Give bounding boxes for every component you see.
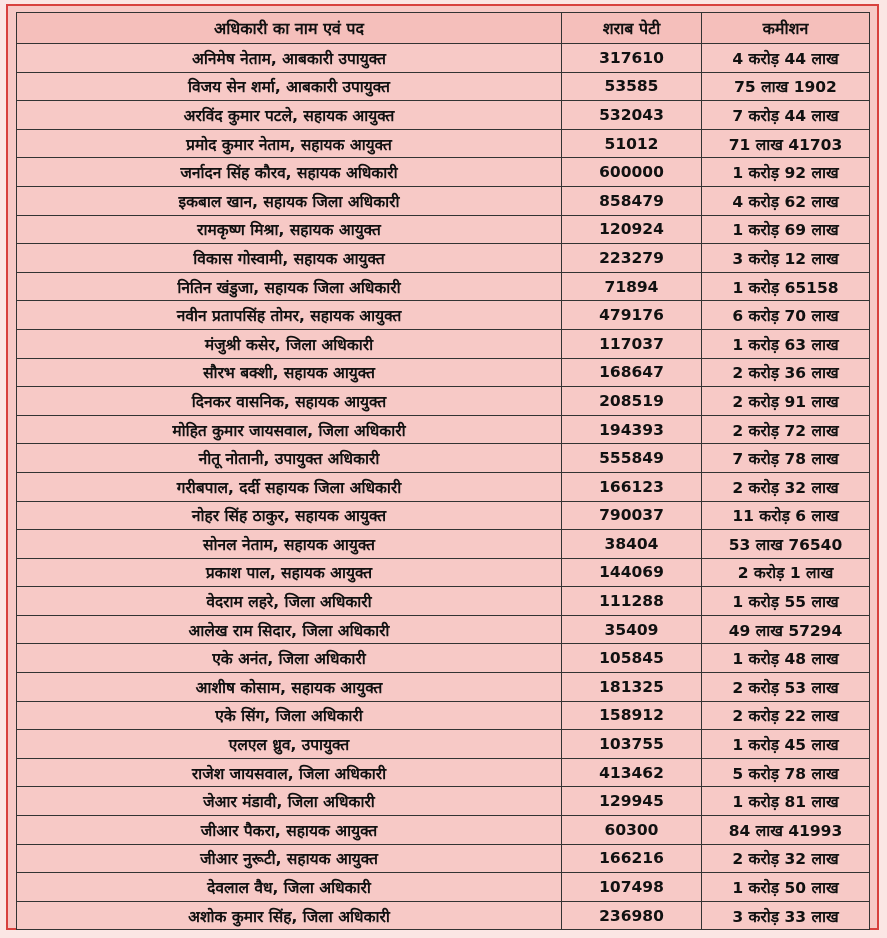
header-row	[17, 13, 870, 44]
liquor-boxes-cell: 117037	[562, 329, 702, 358]
commission-cell: 2 करोड़ 22 लाख	[702, 701, 870, 730]
officer-name-cell: प्रमोद कुमार नेताम, सहायक आयुक्त	[17, 129, 562, 158]
table-row	[17, 301, 870, 330]
table-row	[17, 72, 870, 101]
table-row	[17, 816, 870, 845]
officer-name-cell: एके सिंग, जिला अधिकारी	[17, 701, 562, 730]
officer-name-cell: नीतू नोतानी, उपायुक्त अधिकारी	[17, 444, 562, 473]
commission-cell: 75 लाख 1902	[702, 72, 870, 101]
liquor-boxes-cell: 144069	[562, 558, 702, 587]
liquor-boxes-cell: 38404	[562, 530, 702, 559]
table-row	[17, 787, 870, 816]
table-row	[17, 215, 870, 244]
commission-cell: 1 करोड़ 55 लाख	[702, 587, 870, 616]
liquor-boxes-cell: 129945	[562, 787, 702, 816]
table-row	[17, 129, 870, 158]
officer-name-cell: जेआर मंडावी, जिला अधिकारी	[17, 787, 562, 816]
officer-name-cell: वेदराम लहरे, जिला अधिकारी	[17, 587, 562, 616]
header-commission: कमीशन	[702, 13, 870, 44]
commission-cell: 2 करोड़ 32 लाख	[702, 472, 870, 501]
commission-cell: 1 करोड़ 48 लाख	[702, 644, 870, 673]
officer-name-cell: नोहर सिंह ठाकुर, सहायक आयुक्त	[17, 501, 562, 530]
liquor-boxes-cell: 158912	[562, 701, 702, 730]
commission-cell: 7 करोड़ 78 लाख	[702, 444, 870, 473]
officer-name-cell: आशीष कोसाम, सहायक आयुक्त	[17, 673, 562, 702]
liquor-boxes-cell: 71894	[562, 272, 702, 301]
table-row	[17, 701, 870, 730]
table-row	[17, 644, 870, 673]
table-row	[17, 558, 870, 587]
commission-cell: 7 करोड़ 44 लाख	[702, 101, 870, 130]
table-row	[17, 186, 870, 215]
liquor-boxes-cell: 317610	[562, 44, 702, 73]
officer-name-cell: मोहित कुमार जायसवाल, जिला अधिकारी	[17, 415, 562, 444]
table-row	[17, 244, 870, 273]
table-row	[17, 358, 870, 387]
table-row	[17, 387, 870, 416]
officer-name-cell: एके अनंत, जिला अधिकारी	[17, 644, 562, 673]
commission-cell: 6 करोड़ 70 लाख	[702, 301, 870, 330]
liquor-boxes-cell: 532043	[562, 101, 702, 130]
officer-commission-table	[16, 12, 870, 930]
table-header	[17, 13, 870, 44]
officer-name-cell: प्रकाश पाल, सहायक आयुक्त	[17, 558, 562, 587]
officer-name-cell: अनिमेष नेताम, आबकारी उपायुक्त	[17, 44, 562, 73]
commission-cell: 4 करोड़ 62 लाख	[702, 186, 870, 215]
table-body	[17, 44, 870, 930]
table-row	[17, 758, 870, 787]
commission-cell: 84 लाख 41993	[702, 816, 870, 845]
commission-cell: 1 करोड़ 92 लाख	[702, 158, 870, 187]
commission-cell: 3 करोड़ 33 लाख	[702, 901, 870, 930]
table-row	[17, 444, 870, 473]
liquor-boxes-cell: 111288	[562, 587, 702, 616]
officer-name-cell: एलएल ध्रुव, उपायुक्त	[17, 730, 562, 759]
commission-cell: 49 लाख 57294	[702, 615, 870, 644]
table-frame	[6, 4, 879, 930]
officer-name-cell: गरीबपाल, दर्दी सहायक जिला अधिकारी	[17, 472, 562, 501]
commission-cell: 1 करोड़ 65158	[702, 272, 870, 301]
commission-cell: 2 करोड़ 32 लाख	[702, 844, 870, 873]
table-row	[17, 673, 870, 702]
officer-name-cell: दिनकर वासनिक, सहायक आयुक्त	[17, 387, 562, 416]
commission-cell: 1 करोड़ 50 लाख	[702, 873, 870, 902]
liquor-boxes-cell: 181325	[562, 673, 702, 702]
table-row	[17, 501, 870, 530]
table-row	[17, 530, 870, 559]
liquor-boxes-cell: 208519	[562, 387, 702, 416]
commission-cell: 53 लाख 76540	[702, 530, 870, 559]
header-officer-name: अधिकारी का नाम एवं पद	[17, 13, 562, 44]
commission-cell: 4 करोड़ 44 लाख	[702, 44, 870, 73]
liquor-boxes-cell: 790037	[562, 501, 702, 530]
table-row	[17, 44, 870, 73]
liquor-boxes-cell: 35409	[562, 615, 702, 644]
commission-cell: 2 करोड़ 53 लाख	[702, 673, 870, 702]
liquor-boxes-cell: 105845	[562, 644, 702, 673]
officer-name-cell: जीआर नुरूटी, सहायक आयुक्त	[17, 844, 562, 873]
commission-cell: 2 करोड़ 1 लाख	[702, 558, 870, 587]
officer-name-cell: देवलाल वैध, जिला अधिकारी	[17, 873, 562, 902]
officer-name-cell: आलेख राम सिदार, जिला अधिकारी	[17, 615, 562, 644]
table-row	[17, 615, 870, 644]
liquor-boxes-cell: 223279	[562, 244, 702, 273]
liquor-boxes-cell: 120924	[562, 215, 702, 244]
liquor-boxes-cell: 168647	[562, 358, 702, 387]
table-row	[17, 844, 870, 873]
commission-cell: 1 करोड़ 45 लाख	[702, 730, 870, 759]
liquor-boxes-cell: 194393	[562, 415, 702, 444]
commission-cell: 5 करोड़ 78 लाख	[702, 758, 870, 787]
officer-name-cell: सोनल नेताम, सहायक आयुक्त	[17, 530, 562, 559]
table-row	[17, 873, 870, 902]
commission-cell: 1 करोड़ 81 लाख	[702, 787, 870, 816]
table-row	[17, 272, 870, 301]
table-row	[17, 472, 870, 501]
liquor-boxes-cell: 60300	[562, 816, 702, 845]
table-row	[17, 587, 870, 616]
table-row	[17, 329, 870, 358]
officer-name-cell: सौरभ बक्शी, सहायक आयुक्त	[17, 358, 562, 387]
liquor-boxes-cell: 600000	[562, 158, 702, 187]
officer-name-cell: नितिन खंडुजा, सहायक जिला अधिकारी	[17, 272, 562, 301]
liquor-boxes-cell: 166123	[562, 472, 702, 501]
liquor-boxes-cell: 51012	[562, 129, 702, 158]
liquor-boxes-cell: 413462	[562, 758, 702, 787]
officer-name-cell: नवीन प्रतापसिंह तोमर, सहायक आयुक्त	[17, 301, 562, 330]
header-liquor-boxes: शराब पेटी	[562, 13, 702, 44]
officer-name-cell: अरविंद कुमार पटले, सहायक आयुक्त	[17, 101, 562, 130]
commission-cell: 2 करोड़ 72 लाख	[702, 415, 870, 444]
officer-name-cell: रामकृष्ण मिश्रा, सहायक आयुक्त	[17, 215, 562, 244]
liquor-boxes-cell: 103755	[562, 730, 702, 759]
officer-name-cell: मंजुश्री कसेर, जिला अधिकारी	[17, 329, 562, 358]
officer-name-cell: राजेश जायसवाल, जिला अधिकारी	[17, 758, 562, 787]
commission-cell: 71 लाख 41703	[702, 129, 870, 158]
commission-cell: 1 करोड़ 69 लाख	[702, 215, 870, 244]
commission-cell: 11 करोड़ 6 लाख	[702, 501, 870, 530]
liquor-boxes-cell: 53585	[562, 72, 702, 101]
liquor-boxes-cell: 555849	[562, 444, 702, 473]
table-row	[17, 101, 870, 130]
officer-name-cell: अशोक कुमार सिंह, जिला अधिकारी	[17, 901, 562, 930]
table-row	[17, 415, 870, 444]
commission-cell: 3 करोड़ 12 लाख	[702, 244, 870, 273]
liquor-boxes-cell: 479176	[562, 301, 702, 330]
table-row	[17, 158, 870, 187]
liquor-boxes-cell: 236980	[562, 901, 702, 930]
table-row	[17, 901, 870, 930]
officer-name-cell: जीआर पैकरा, सहायक आयुक्त	[17, 816, 562, 845]
commission-cell: 2 करोड़ 91 लाख	[702, 387, 870, 416]
officer-name-cell: इकबाल खान, सहायक जिला अधिकारी	[17, 186, 562, 215]
liquor-boxes-cell: 107498	[562, 873, 702, 902]
commission-cell: 2 करोड़ 36 लाख	[702, 358, 870, 387]
table-row	[17, 730, 870, 759]
commission-cell: 1 करोड़ 63 लाख	[702, 329, 870, 358]
liquor-boxes-cell: 858479	[562, 186, 702, 215]
liquor-boxes-cell: 166216	[562, 844, 702, 873]
officer-name-cell: विकास गोस्वामी, सहायक आयुक्त	[17, 244, 562, 273]
officer-name-cell: विजय सेन शर्मा, आबकारी उपायुक्त	[17, 72, 562, 101]
officer-name-cell: जर्नादन सिंह कौरव, सहायक अधिकारी	[17, 158, 562, 187]
